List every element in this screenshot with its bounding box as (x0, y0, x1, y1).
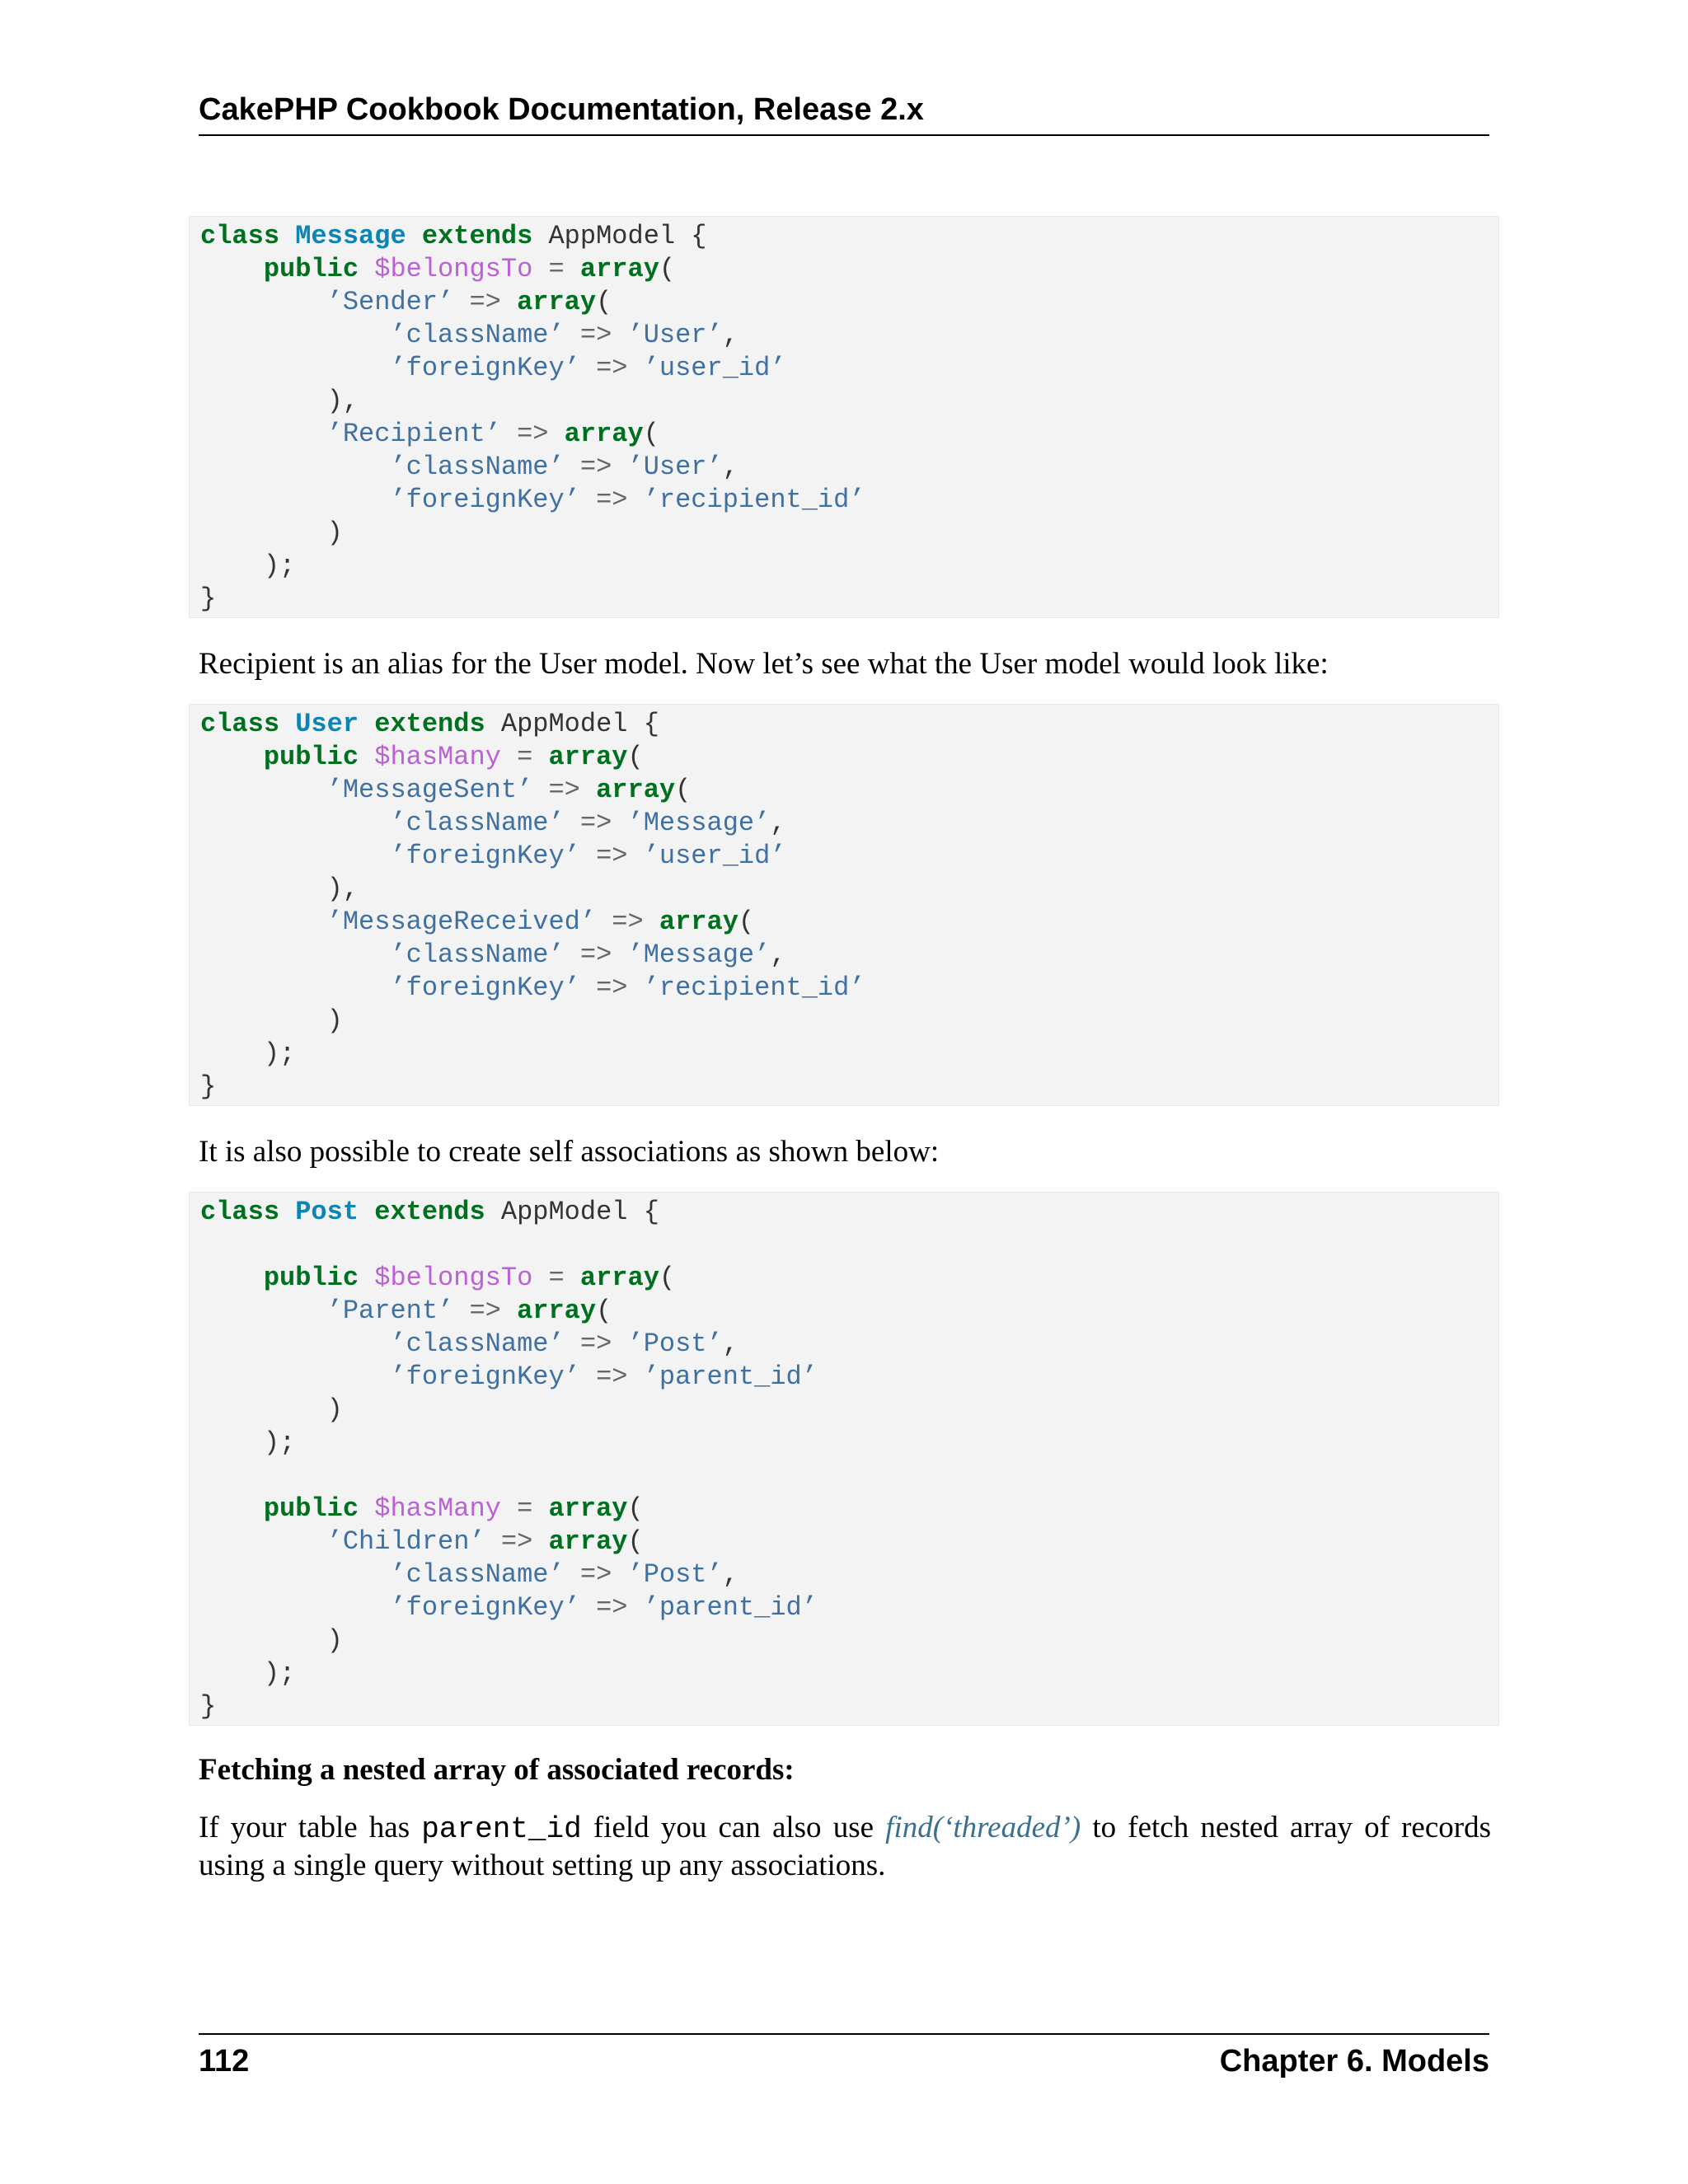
code-text (532, 1263, 548, 1293)
operator: => (579, 940, 612, 970)
code-line (200, 319, 1498, 352)
operator: => (596, 1361, 628, 1392)
code-text (580, 1361, 596, 1392)
keyword: public (263, 1493, 359, 1524)
string-literal: ’MessageSent’ (326, 775, 533, 805)
code-text: ( (643, 419, 659, 449)
operator: => (579, 808, 612, 838)
operator: => (612, 907, 644, 937)
code-text (501, 287, 517, 317)
code-text: ( (596, 287, 612, 317)
code-line (200, 972, 1498, 1005)
operator: => (579, 452, 612, 482)
string-literal: ’parent_id’ (643, 1361, 818, 1392)
string-literal: ’className’ (390, 1329, 565, 1359)
code-text: ); (200, 551, 296, 581)
string-literal: ’className’ (390, 320, 565, 350)
code-text (612, 1329, 627, 1359)
code-text (200, 485, 390, 515)
code-text (200, 1526, 327, 1557)
code-text (359, 709, 374, 739)
code-line (200, 1196, 1498, 1229)
code-line (200, 807, 1498, 840)
code-line (200, 1526, 1498, 1558)
code-text: } (200, 583, 217, 614)
code-line (200, 517, 1498, 550)
code-text: ( (627, 742, 644, 772)
keyword: array (517, 1296, 597, 1326)
code-text (200, 775, 327, 805)
code-text (279, 221, 295, 251)
code-line (200, 1038, 1498, 1071)
code-line (200, 352, 1498, 385)
code-line (200, 385, 1498, 418)
keyword: array (548, 1493, 628, 1524)
keyword: array (564, 419, 644, 449)
string-literal: ’recipient_id’ (643, 972, 865, 1003)
code-line (200, 873, 1498, 906)
operator: => (596, 485, 628, 515)
code-text (359, 254, 374, 284)
code-text (580, 353, 596, 383)
string-literal: ’Sender’ (326, 287, 454, 317)
code-text (565, 808, 580, 838)
code-text (200, 1296, 327, 1326)
code-line (200, 741, 1498, 774)
paragraph-recipient-alias: Recipient is an alias for the User model. Now let’s see what the User model would look like: (199, 647, 1329, 681)
operator: => (469, 287, 501, 317)
keyword: extends (374, 709, 485, 739)
code-line (200, 1229, 1498, 1262)
footer-rule (199, 2033, 1489, 2035)
code-text (532, 742, 548, 772)
code-line (200, 1657, 1498, 1690)
code-text: ( (675, 775, 692, 805)
code-text (200, 1493, 264, 1524)
code-line (200, 451, 1498, 484)
string-literal: ’Children’ (326, 1526, 485, 1557)
keyword: class (200, 221, 280, 251)
code-block-message-model (189, 216, 1499, 618)
paragraph-text-after: to fetch nested array of records using a single query without setting up any associations. (199, 1811, 1491, 1882)
code-text (200, 320, 390, 350)
string-literal: ’foreignKey’ (390, 1592, 580, 1623)
inline-code-parent-id: parent_id (421, 1812, 582, 1846)
code-text: AppModel { (485, 709, 659, 739)
operator: => (579, 1329, 612, 1359)
code-text (501, 1296, 517, 1326)
code-text: ( (627, 1526, 644, 1557)
operator: => (579, 320, 612, 350)
code-text (200, 841, 390, 871)
code-text (485, 1526, 501, 1557)
code-line (200, 1328, 1498, 1361)
code-text: AppModel { (485, 1197, 659, 1227)
code-line (200, 1394, 1498, 1427)
code-text: , (722, 320, 738, 350)
code-text: AppModel { (532, 221, 707, 251)
class-name: User (295, 709, 359, 739)
section-heading: Fetching a nested array of associated records: (199, 1753, 795, 1787)
code-line (200, 583, 1498, 616)
code-text (359, 1197, 374, 1227)
code-text (200, 1263, 264, 1293)
string-literal: ’foreignKey’ (390, 353, 580, 383)
code-line (200, 1558, 1498, 1591)
keyword: array (517, 287, 597, 317)
code-text (200, 972, 390, 1003)
keyword: extends (421, 221, 533, 251)
code-text: , (722, 452, 738, 482)
string-literal: ’className’ (390, 452, 565, 482)
paragraph-text-before: If your table has (199, 1811, 422, 1844)
code-text (453, 287, 469, 317)
code-text (565, 452, 580, 482)
code-text (200, 1329, 390, 1359)
code-text (359, 1263, 374, 1293)
code-line (200, 1493, 1498, 1526)
code-line (200, 1295, 1498, 1328)
code-text (627, 841, 643, 871)
operator: = (517, 1493, 533, 1524)
code-text (532, 1493, 548, 1524)
code-text (548, 419, 564, 449)
code-text (565, 1263, 580, 1293)
code-block-post-model (189, 1192, 1499, 1726)
code-line (200, 220, 1498, 253)
keyword: class (200, 1197, 280, 1227)
code-text (453, 1296, 469, 1326)
code-line (200, 253, 1498, 286)
paragraph-threaded-find (199, 1810, 1491, 1884)
code-text: ); (200, 1038, 296, 1069)
code-line (200, 939, 1498, 972)
code-text (501, 1493, 517, 1524)
code-text: ( (659, 254, 676, 284)
chapter-title: Chapter 6. Models (1219, 2044, 1489, 2079)
operator: = (548, 1263, 565, 1293)
code-text (612, 1559, 627, 1590)
operator: = (548, 254, 565, 284)
code-line (200, 906, 1498, 939)
code-line (200, 1262, 1498, 1295)
string-literal: ’recipient_id’ (643, 485, 865, 515)
code-line (200, 1005, 1498, 1038)
code-text: , (770, 940, 786, 970)
code-text (359, 742, 374, 772)
operator: => (579, 1559, 612, 1590)
string-literal: ’user_id’ (643, 841, 786, 871)
code-text (580, 775, 596, 805)
class-name: Message (295, 221, 406, 251)
code-text: ( (738, 907, 755, 937)
header-rule (199, 134, 1489, 136)
class-name: Post (295, 1197, 359, 1227)
paragraph-text-middle: field you can also use (581, 1811, 886, 1844)
string-literal: ’User’ (627, 452, 723, 482)
keyword: array (579, 254, 659, 284)
operator: => (596, 1592, 628, 1623)
keyword: array (659, 907, 738, 937)
code-text (279, 709, 295, 739)
keyword: class (200, 709, 280, 739)
code-text (644, 907, 659, 937)
code-text (200, 1592, 390, 1623)
variable: $belongsTo (374, 254, 533, 284)
code-text (200, 808, 390, 838)
string-literal: ’Recipient’ (326, 419, 501, 449)
operator: => (469, 1296, 501, 1326)
code-text (200, 940, 390, 970)
string-literal: ’className’ (390, 940, 565, 970)
code-text (580, 1592, 596, 1623)
code-line (200, 484, 1498, 517)
code-text (200, 254, 264, 284)
code-text: ) (200, 1625, 343, 1656)
code-text (580, 972, 596, 1003)
code-text (627, 485, 643, 515)
code-text (580, 841, 596, 871)
string-literal: ’Parent’ (326, 1296, 454, 1326)
operator: => (596, 972, 628, 1003)
code-text: ) (200, 1394, 343, 1425)
string-literal: ’Message’ (627, 808, 771, 838)
code-text (359, 1493, 374, 1524)
code-text: } (200, 1691, 217, 1722)
code-text: , (722, 1559, 738, 1590)
code-text (627, 1592, 643, 1623)
code-line (200, 418, 1498, 451)
string-literal: ’User’ (627, 320, 723, 350)
variable: $belongsTo (374, 1263, 533, 1293)
string-literal: ’MessageReceived’ (326, 907, 597, 937)
code-line (200, 1071, 1498, 1104)
code-text (565, 1329, 580, 1359)
string-literal: ’Message’ (627, 940, 771, 970)
code-text (501, 742, 517, 772)
keyword: extends (374, 1197, 485, 1227)
code-text: , (770, 808, 786, 838)
code-line (200, 774, 1498, 807)
code-line (200, 1361, 1498, 1394)
variable: $hasMany (374, 742, 501, 772)
code-text (612, 940, 627, 970)
code-text (532, 775, 548, 805)
code-line (200, 1624, 1498, 1657)
code-text: ); (200, 1427, 296, 1458)
code-text (532, 254, 548, 284)
code-text (612, 808, 627, 838)
code-text: ) (200, 1005, 343, 1036)
code-text: } (200, 1071, 217, 1102)
operator: => (596, 353, 628, 383)
string-literal: ’foreignKey’ (390, 1361, 580, 1392)
code-line (200, 840, 1498, 873)
code-text (200, 1559, 390, 1590)
operator: => (500, 1526, 533, 1557)
operator: = (517, 742, 533, 772)
code-text: ), (200, 386, 359, 416)
page-number: 112 (199, 2044, 250, 2079)
code-text (580, 485, 596, 515)
code-text (279, 1197, 295, 1227)
code-text (200, 287, 327, 317)
code-text (200, 1361, 390, 1392)
code-line (200, 1591, 1498, 1624)
code-text (565, 320, 580, 350)
operator: => (596, 841, 628, 871)
code-text (612, 320, 627, 350)
keyword: array (548, 1526, 628, 1557)
keyword: array (548, 742, 628, 772)
string-literal: ’Post’ (627, 1559, 723, 1590)
code-text: ) (200, 518, 343, 548)
string-literal: ’foreignKey’ (390, 841, 580, 871)
code-text (532, 1526, 548, 1557)
code-text (565, 940, 580, 970)
code-text (501, 419, 517, 449)
code-line (200, 708, 1498, 741)
code-text: ); (200, 1658, 296, 1689)
code-text (200, 353, 390, 383)
code-text (612, 452, 627, 482)
keyword: public (263, 1263, 359, 1293)
code-line (200, 1460, 1498, 1493)
code-text (596, 907, 612, 937)
code-text: ), (200, 874, 359, 904)
code-line (200, 1690, 1498, 1723)
code-text (200, 907, 327, 937)
code-line (200, 286, 1498, 319)
string-literal: ’foreignKey’ (390, 972, 580, 1003)
code-line (200, 550, 1498, 583)
find-threaded-link[interactable]: find(‘threaded’) (885, 1811, 1081, 1844)
string-literal: ’className’ (390, 1559, 565, 1590)
code-block-user-model (189, 704, 1499, 1106)
paragraph-self-associations: It is also possible to create self associations as shown below: (199, 1135, 940, 1169)
code-text (200, 452, 390, 482)
code-text (627, 1361, 643, 1392)
variable: $hasMany (374, 1493, 501, 1524)
keyword: public (263, 742, 359, 772)
code-text: ( (596, 1296, 612, 1326)
code-text (627, 972, 643, 1003)
string-literal: ’foreignKey’ (390, 485, 580, 515)
code-line (200, 1427, 1498, 1460)
string-literal: ’user_id’ (643, 353, 786, 383)
code-text (565, 1559, 580, 1590)
code-text (627, 353, 643, 383)
code-text: ( (627, 1493, 644, 1524)
operator: => (517, 419, 549, 449)
code-text: , (722, 1329, 738, 1359)
operator: => (548, 775, 580, 805)
code-text (565, 254, 580, 284)
keyword: array (579, 1263, 659, 1293)
string-literal: ’Post’ (627, 1329, 723, 1359)
code-text (200, 419, 327, 449)
code-text: ( (659, 1263, 676, 1293)
code-text (200, 742, 264, 772)
running-header-title: CakePHP Cookbook Documentation, Release 2.x (199, 92, 924, 127)
string-literal: ’className’ (390, 808, 565, 838)
string-literal: ’parent_id’ (643, 1592, 818, 1623)
keyword: array (596, 775, 676, 805)
keyword: public (263, 254, 359, 284)
code-text (406, 221, 422, 251)
